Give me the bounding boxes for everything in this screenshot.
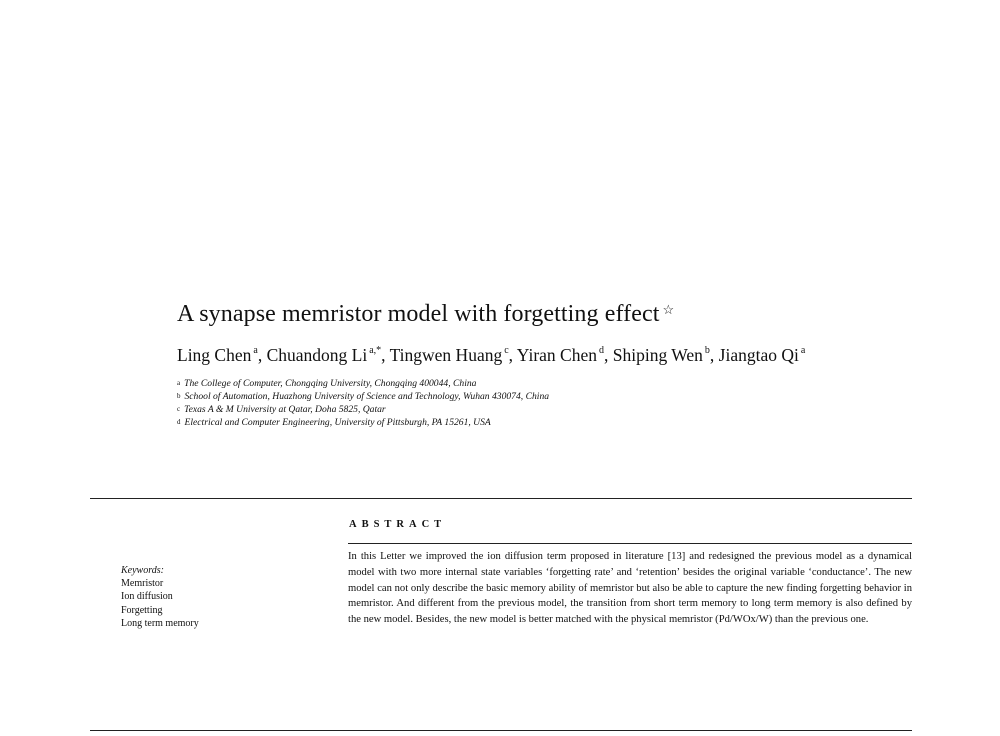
keyword-item: Ion diffusion [121, 591, 173, 603]
author-separator: , [508, 345, 517, 365]
abstract-heading: ABSTRACT [349, 519, 447, 530]
author-name[interactable]: Yiran Chen [516, 345, 597, 365]
author-affiliation-mark[interactable]: a [253, 345, 258, 357]
affiliation-item [177, 377, 549, 390]
keywords-section [121, 564, 199, 630]
affiliation-item [177, 390, 549, 403]
article-title [177, 299, 674, 329]
author-separator: , [709, 345, 719, 365]
keywords-label: Keywords: [121, 565, 164, 576]
abstract-divider [348, 543, 912, 544]
keyword-item: Long term memory [121, 617, 199, 629]
affiliation-list [177, 377, 549, 429]
author-separator: , [603, 345, 613, 365]
author-affiliation-mark[interactable]: d [598, 345, 604, 357]
author-affiliation-mark[interactable]: b [704, 345, 710, 357]
keyword-item: Forgetting [121, 604, 163, 616]
affiliation-text: Texas A & M University at Qatar, Doha 5825, Qatar [184, 404, 386, 415]
author-name[interactable]: Ling Chen [177, 345, 252, 365]
title-footnote-star-icon[interactable]: ☆ [662, 302, 675, 317]
affiliation-item [177, 416, 549, 429]
author-affiliation-mark[interactable]: c [504, 345, 509, 357]
author-separator: , [381, 345, 390, 365]
affiliation-mark: b [177, 392, 181, 400]
bottom-divider [90, 730, 912, 731]
author-name[interactable]: Chuandong Li [266, 345, 368, 365]
affiliation-text: School of Automation, Huazhong University of Science and Technology, Wuhan 430074, China [184, 391, 550, 402]
article-title-text: A synapse memristor model with forgetting effect [177, 301, 660, 327]
affiliation-text: Electrical and Computer Engineering, University of Pittsburgh, PA 15261, USA [184, 417, 491, 428]
affiliation-item [177, 403, 549, 416]
abstract-body: In this Letter we improved the ion diffusion term proposed in literature [13] and redesigned the previous model as a dynamical model with two more internal state variables ‘forgetting rate’ and ‘retention’ besides the original variable ‘conductance’. The new model can not only describe the basic memory ability of memristor but also be able to capture the new finding forgetting behavior in memristor. And different from the previous model, the transition from short term memory to long term memory is also defined by the new model. Besides, the new model is better matched with the physical memristor (Pd/WOx/W) than the previous one. [348, 551, 912, 626]
author-name[interactable]: Shiping Wen [612, 345, 703, 365]
author-separator: , [257, 345, 267, 365]
keyword-item: Memristor [121, 578, 164, 590]
author-affiliation-mark[interactable]: a [800, 345, 806, 357]
author-affiliation-mark[interactable]: a,* [369, 345, 382, 357]
author-list [177, 343, 805, 367]
affiliation-mark: a [177, 379, 181, 387]
author-name[interactable]: Tingwen Huang [389, 345, 503, 365]
affiliation-mark: c [177, 405, 181, 413]
top-divider [90, 498, 912, 499]
affiliation-mark: d [177, 418, 181, 426]
affiliation-text: The College of Computer, Chongqing University, Chongqing 400044, China [184, 378, 477, 389]
author-name[interactable]: Jiangtao Qi [718, 345, 799, 365]
